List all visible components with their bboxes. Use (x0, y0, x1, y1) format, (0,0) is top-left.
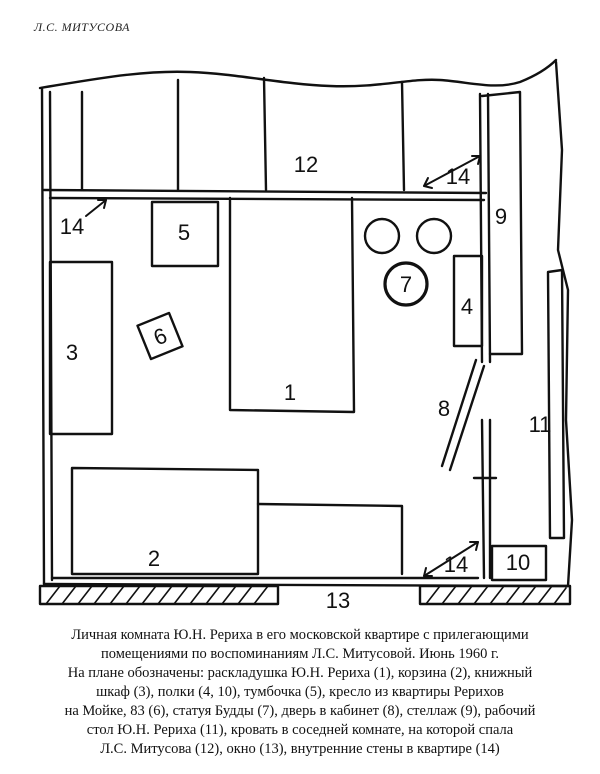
label-8: 8 (437, 396, 451, 421)
caption-line: стол Ю.Н. Рериха (11), кровать в соседней комнате, на которой спала (86, 722, 514, 738)
upper-room-divider-3 (264, 78, 266, 190)
label-11: 11 (528, 412, 552, 437)
window-sill-right (420, 586, 570, 604)
circle-right (417, 219, 451, 253)
caption-line: Л.С. Митусова (12), окно (13), внутренние стены в квартире (14) (100, 741, 500, 757)
caption-line: шкаф (3), полки (4, 10), тумбочка (5), кресло из квартиры Рерихов (96, 684, 504, 700)
label-9: 9 (494, 204, 508, 229)
label-6: 6 (149, 322, 171, 351)
label-1: 1 (283, 380, 297, 405)
door-8-edge (450, 366, 484, 470)
figure-caption (30, 626, 570, 759)
label-12: 12 (293, 152, 319, 177)
label-3: 3 (65, 340, 79, 365)
inner-wall-vertical-right-2 (488, 94, 490, 362)
caption-line: помещениями по воспоминаниям Л.С. Митусовой. Июнь 1960 г. (101, 646, 499, 662)
plan-top-wavy-edge (40, 60, 556, 88)
label-14-top: 14 (445, 164, 471, 189)
upper-room-divider-4 (402, 82, 404, 190)
inner-wall-horizontal-2 (50, 198, 484, 200)
caption-line: На плане обозначены: раскладушка Ю.Н. Рериха (1), корзина (2), книжный (67, 665, 533, 681)
label-4: 4 (460, 294, 474, 319)
window-hatching (46, 586, 566, 604)
label-7: 7 (399, 272, 413, 297)
arrow-14-left (86, 200, 106, 216)
inner-wall-vertical-lower (482, 420, 484, 578)
desk-11 (548, 270, 564, 538)
label-5: 5 (177, 220, 191, 245)
label-14-bottom: 14 (443, 552, 469, 577)
label-13: 13 (325, 588, 351, 613)
caption-line: Личная комната Ю.Н. Рериха в его московской квартире с прилегающими (71, 627, 529, 643)
circle-left (365, 219, 399, 253)
label-2: 2 (147, 546, 161, 571)
bookcase-3 (50, 262, 112, 434)
author-header: Л.С. МИТУСОВА (34, 20, 130, 34)
caption-line: на Мойке, 83 (6), статуя Будды (7), дверь в кабинет (8), стеллаж (9), рабочий (64, 703, 536, 719)
outer-wall-left (42, 88, 44, 584)
basket-2 (72, 468, 258, 574)
label-14-left: 14 (59, 214, 85, 239)
label-10: 10 (505, 550, 531, 575)
basket-2-extension (258, 504, 402, 574)
window-sill-left (40, 586, 278, 604)
